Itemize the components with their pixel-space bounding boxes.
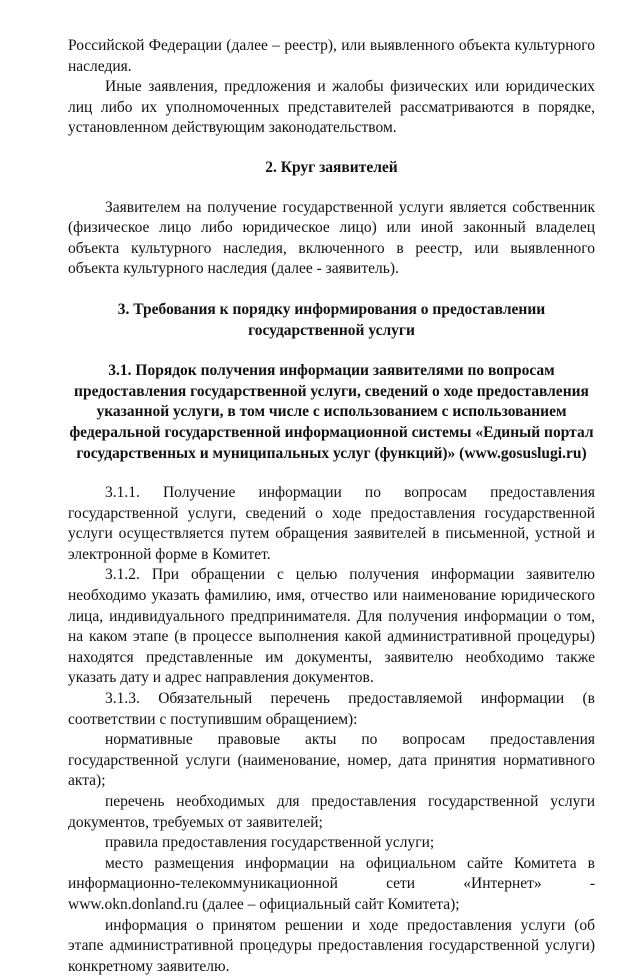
section-2-heading: 2. Круг заявителей xyxy=(265,158,398,176)
list-item-website: место размещения информации на официальном сайте Комитета в информационно-телекоммуникационной сети «Интернет» - www.okn.donland.ru (далее – официальный сайт Комитета); xyxy=(68,854,595,913)
section-3-1-heading: 3.1. Порядок получения информации заявителями по вопросам предоставления государственной услуги, сведений о ходе предоставления указанной услуги, в том числе с использованием с использованием федеральной государственной информационной системы «Единый портал государственных и муниципальных услуг (функций)» (www.gosuslugi.ru) xyxy=(69,362,594,462)
list-item-rules: правила предоставления государственной услуги; xyxy=(105,834,435,852)
list-item-legal-acts: нормативные правовые акты по вопросам предоставления государственной услуги (наименование, номер, дата принятия нормативного акта); xyxy=(68,731,595,790)
section-3-heading: 3. Требования к порядку информирования о предоставлении государственной услуги xyxy=(117,300,546,339)
paragraph-3-1-2: 3.1.2. При обращении с целью получения информации заявителю необходимо указать фамилию, имя, отчество или наименование юридического лица, индивидуального предпринимателя. Для получения информации о том, на каком этапе (в процессе выполнения какой административной процедуры) находятся представленные им документы, заявителю необходимо также указать дату и адрес направления документов. xyxy=(68,566,595,687)
list-item-documents: перечень необходимых для предоставления государственной услуги документов, требуемых от заявителей; xyxy=(68,793,595,831)
paragraph-applicant: Заявителем на получение государственной услуги является собственник (физическое лицо либо юридическое лицо) или иной законный владелец объекта культурного наследия, включенного в реестр, или выявленного объекта культурного наследия (далее - заявитель). xyxy=(68,198,595,278)
paragraph-3-1-3: 3.1.3. Обязательный перечень предоставляемой информации (в соответствии с поступившим обращением): xyxy=(68,690,595,728)
list-item-decision-info: информация о принятом решении и ходе предоставления услуги (об этапе административной процедуры предоставления государственной услуги) конкретному заявителю. xyxy=(68,916,595,975)
paragraph-other-applications: Иные заявления, предложения и жалобы физических или юридических лиц либо их уполномоченных представителей рассматриваются в порядке, установленном действующим законодательством. xyxy=(68,78,595,137)
paragraph-3-1-1: 3.1.1. Получение информации по вопросам предоставления государственной услуги, сведений о ходе предоставления государственной услуги осуществляется путем обращения заявителей в письменной, устной и электронной форме в Комитет. xyxy=(68,484,595,563)
paragraph-continuation: Российской Федерации (далее – реестр), или выявленного объекта культурного наследия. xyxy=(68,37,595,75)
document-page xyxy=(68,36,595,977)
